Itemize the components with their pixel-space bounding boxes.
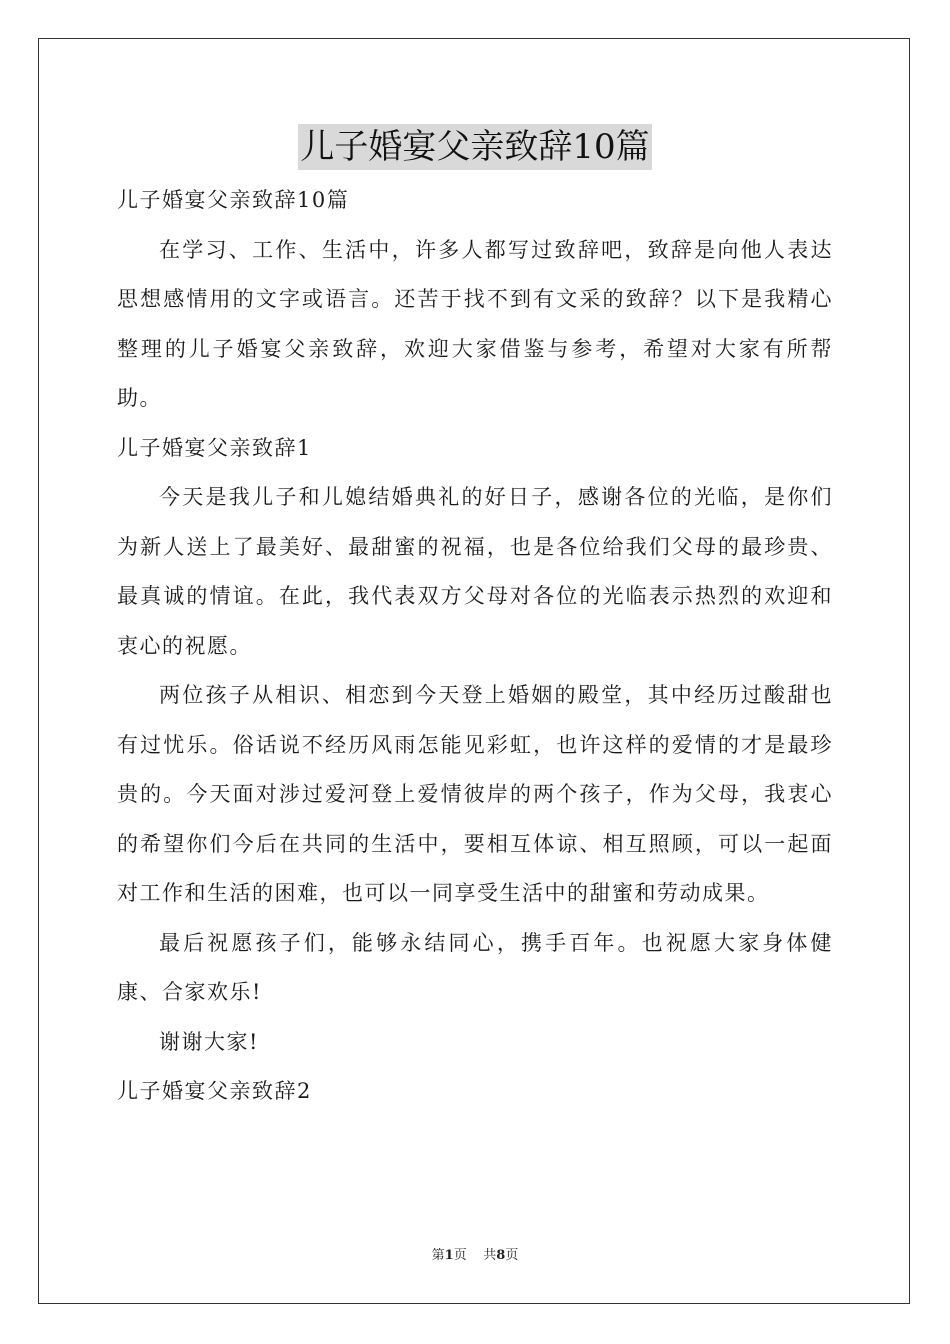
document-body xyxy=(117,176,833,1117)
page-footer xyxy=(0,1244,950,1263)
page-prefix: 第 xyxy=(431,1248,445,1263)
section-heading: 儿子婚宴父亲致辞1 xyxy=(117,435,312,460)
title-wrap xyxy=(0,124,950,170)
page-suffix: 页 xyxy=(453,1248,467,1263)
paragraph: 最后祝愿孩子们，能够永结同心，携手百年。也祝愿大家身体健康、合家欢乐! xyxy=(117,930,833,1004)
paragraph: 谢谢大家! xyxy=(159,1029,259,1054)
paragraph: 两位孩子从相识、相恋到今天登上婚姻的殿堂，其中经历过酸甜也有过忧乐。俗话说不经历风雨怎能见彩虹，也许这样的爱情的才是最珍贵的。今天面对涉过爱河登上爱情彼岸的两个孩子，作为父母，我衷心的希望你们今后在共同的生活中，要相互体谅、相互照顾，可以一起面对工作和生活的困难，也可以一同享受生活中的甜蜜和劳动成果。 xyxy=(117,683,833,905)
paragraph: 今天是我儿子和儿媳结婚典礼的好日子，感谢各位的光临，是你们为新人送上了最美好、最甜蜜的祝福，也是各位给我们父母的最珍贵、最真诚的情谊。在此，我代表双方父母对各位的光临表示热烈的欢迎和衷心的祝愿。 xyxy=(117,485,833,658)
total-pages: 8 xyxy=(496,1248,506,1263)
section-heading: 儿子婚宴父亲致辞10篇 xyxy=(117,188,350,212)
page-number: 1 xyxy=(444,1248,454,1263)
document-title: 儿子婚宴父亲致辞10篇 xyxy=(298,124,651,170)
total-suffix: 页 xyxy=(505,1248,519,1263)
total-prefix: 共 xyxy=(483,1248,497,1263)
paragraph: 在学习、工作、生活中，许多人都写过致辞吧，致辞是向他人表达思想感情用的文字或语言。还苦于找不到有文采的致辞？以下是我精心整理的儿子婚宴父亲致辞，欢迎大家借鉴与参考，希望对大家有所帮助。 xyxy=(117,237,833,410)
section-heading: 儿子婚宴父亲致辞2 xyxy=(117,1079,312,1103)
